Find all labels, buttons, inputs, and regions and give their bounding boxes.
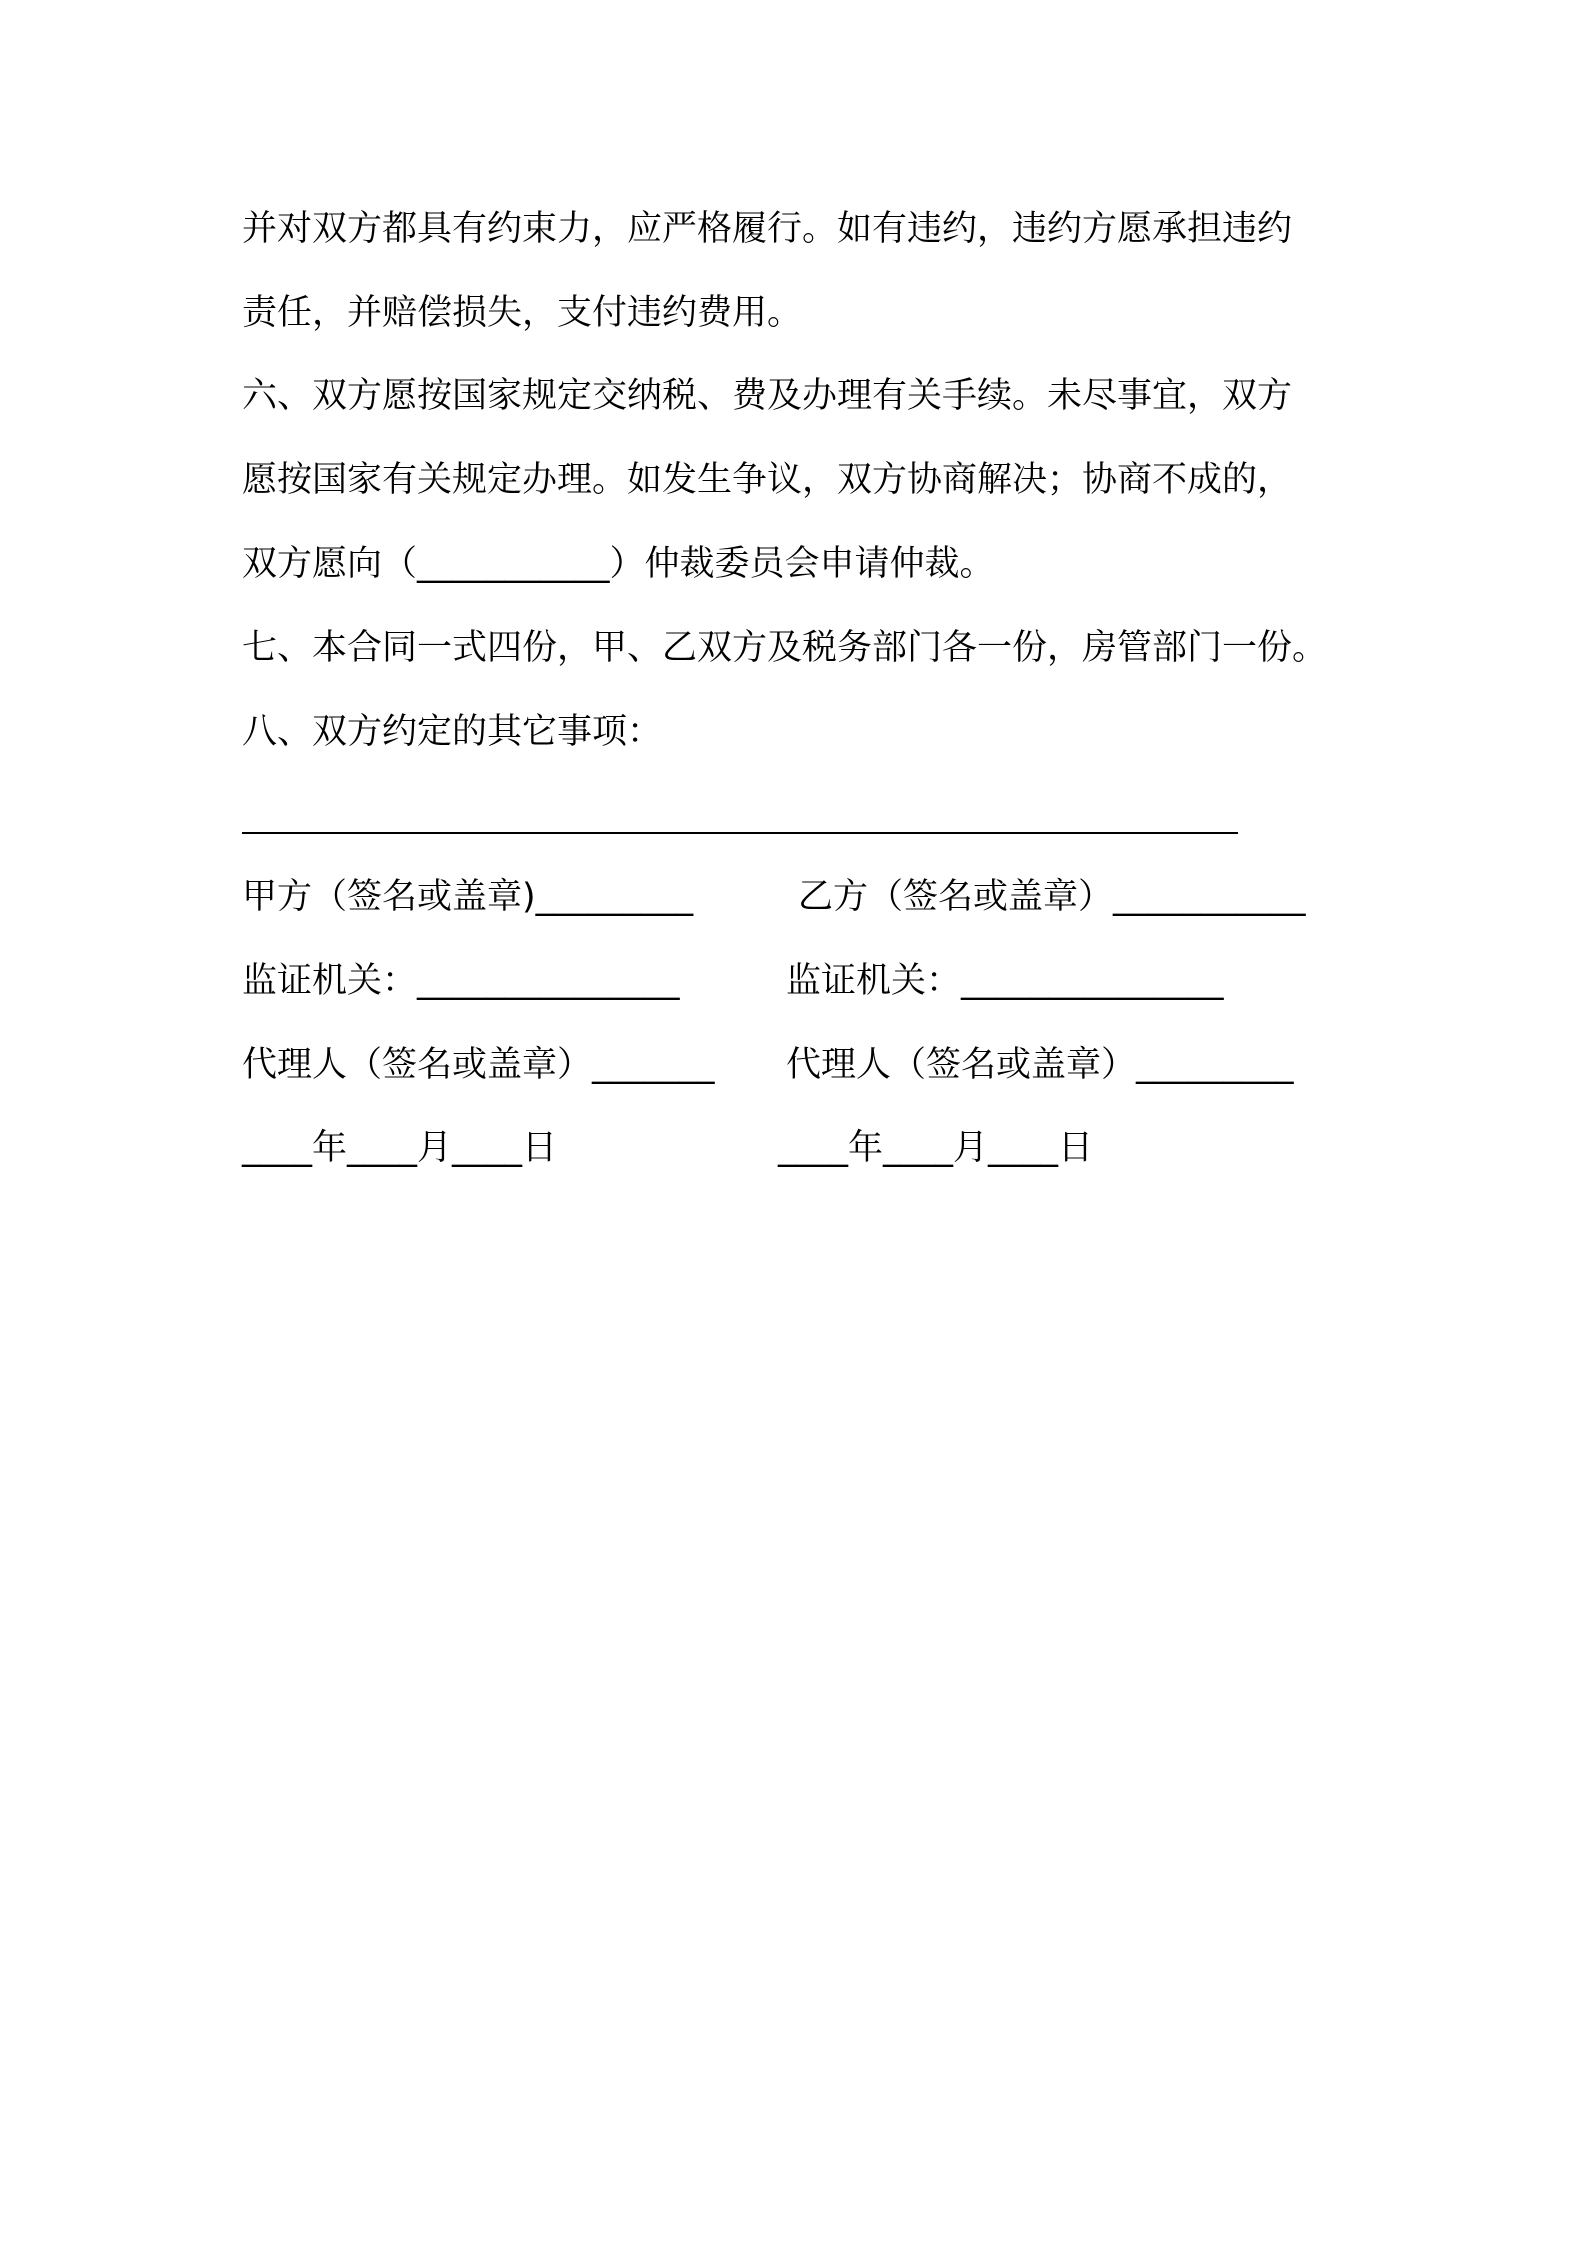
clause-six-line-2: 愿按国家有关规定办理。如发生争议，双方协商解决；协商不成的，	[242, 460, 1293, 500]
clause-six-line-3: 双方愿向（___________）仲裁委员会申请仲裁。	[242, 544, 995, 584]
authority-b: 监证机关：_______________	[786, 961, 1224, 1001]
date-a: ____年____月____日	[242, 1128, 558, 1168]
other-matters-blank-line	[242, 832, 1238, 834]
party-b-signature: 乙方（签名或盖章）___________	[798, 877, 1306, 917]
date-b: ____年____月____日	[778, 1128, 1094, 1168]
party-a-signature: 甲方（签名或盖章)_________	[242, 877, 694, 917]
agent-b-signature: 代理人（签名或盖章）_________	[786, 1045, 1294, 1085]
paragraph-line-2: 责任，并赔偿损失，支付违约费用。	[242, 293, 803, 333]
clause-seven: 七、本合同一式四份，甲、乙双方及税务部门各一份，房管部门一份。	[242, 628, 1328, 668]
clause-eight: 八、双方约定的其它事项：	[242, 712, 663, 752]
agent-a-signature: 代理人（签名或盖章）_______	[242, 1045, 715, 1085]
authority-a: 监证机关：_______________	[242, 961, 680, 1001]
paragraph-line-1: 并对双方都具有约束力，应严格履行。如有违约，违约方愿承担违约	[242, 209, 1293, 249]
clause-six-line-1: 六、双方愿按国家规定交纳税、费及办理有关手续。未尽事宜，双方	[242, 376, 1293, 416]
